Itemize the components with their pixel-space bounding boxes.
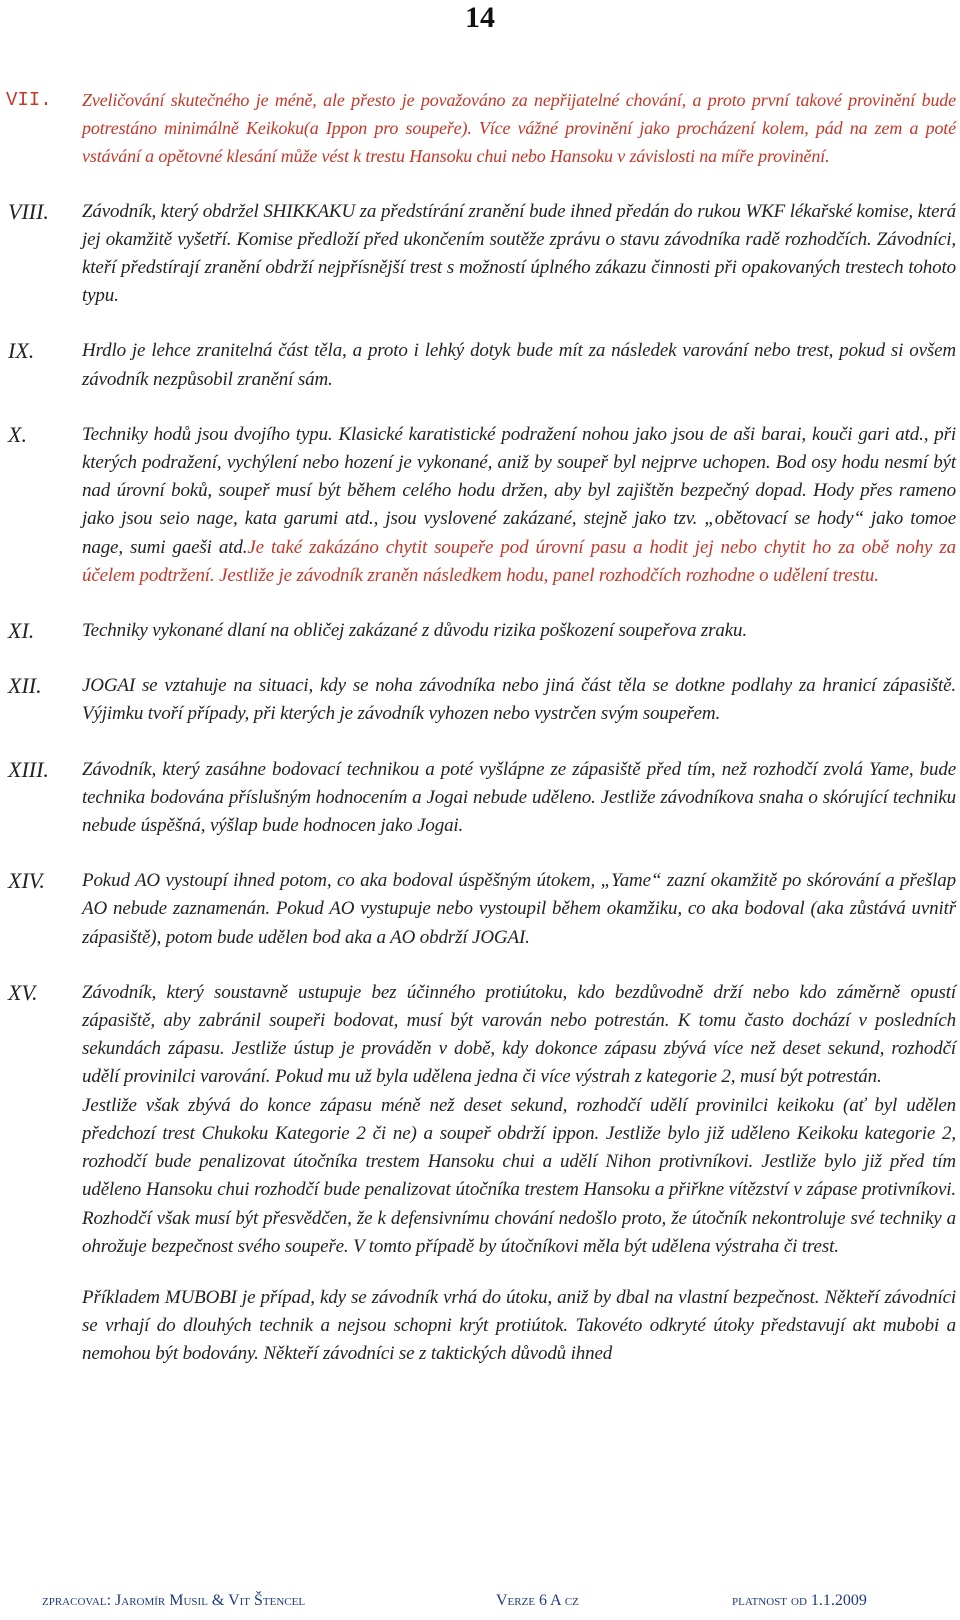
section-paragraph [82, 337, 956, 393]
footer-authors: zpracoval: Jaromír Musil & Vit Štencel [42, 1592, 306, 1609]
section-numeral: VII. [6, 89, 52, 111]
rule-section [0, 672, 960, 728]
section-numeral: XIV. [8, 868, 45, 894]
footer-version: Verze 6 A cz [496, 1592, 579, 1609]
rule-section [0, 617, 960, 645]
section-paragraph [82, 756, 956, 841]
paragraph-text: JOGAI se vztahuje na situaci, kdy se noha závodníka nebo jiná část těla se dotkne podlahy za hranicí zápasiště. Výjimku tvoří případy, při kterých je závodník vyhozen nebo vystrčen svým soupeřem. [82, 675, 956, 725]
section-paragraph [82, 979, 956, 1092]
section-paragraph [82, 617, 956, 645]
highlighted-text: Zveličování skutečného je méně, ale přesto je považováno za nepřijatelné chování, a proto první takové provinění bude potrestáno minimálně Keikoku(a Ippon pro soupeře). Více vážné provinění jako procházení kolem, pád na zem a poté vstávání a opětovné klesání může vést k trestu Hansoku chui nebo Hansoku v závislosti na míře provinění. [82, 90, 956, 167]
paragraph-text: Závodník, který soustavně ustupuje bez účinného protiútoku, kdo bezdůvodně drží nebo kdo záměrně opustí zápasiště, aby zabránil soupeři bodovat, musí být varován nebo potrestán. K tomu často dochází v posledních sekundách zápasu. Jestliže ústup je prováděn v době, kdy dokonce zápasu zbývá více než deset sekund, rozhodčí udělí provinilci varování. Pokud mu už byla udělena jedna či více výstrah z kategorie 2, musí být potrestán. [82, 981, 956, 1088]
section-numeral: XI. [8, 618, 35, 644]
rule-section [0, 756, 960, 841]
section-paragraph [82, 1284, 956, 1369]
paragraph-text: Příkladem MUBOBI je případ, kdy se závodník vrhá do útoku, aniž by dbal na vlastní bezpečnost. Někteří závodníci se vrhají do dlouhých technik a nejsou schopni krýt protiútok. Takovéto odkryté útoky představují akt mubobi a nemohou být bodovány. Někteří závodníci se z taktických důvodů ihned [82, 1286, 956, 1365]
section-numeral: XII. [8, 673, 42, 699]
rule-section [0, 421, 960, 590]
rule-section [0, 867, 960, 952]
paragraph-text: Techniky hodů jsou dvojího typu. Klasické karatistické podražení nohou jako jsou de aši barai, kouči gari atd., při kterých podražení, vychýlení nebo hození je vykonané, aniž by soupeř byl nejprve uchopen. Bod osy hodu nesmí být nad úrovní boků, soupeř musí být během celého hodu držen, aby byl zajištěn bezpečný dopad. Hody přes rameno jako jsou seio nage, kata garumi atd., jsou vyslovené zakázané, stejně jako tzv. „obětovací se hody“ jako tomoe nage, sumi gaeši atd. [82, 423, 956, 558]
paragraph-text: Techniky vykonané dlaní na obličej zakázané z důvodu rizika poškození soupeřova zraku. [82, 620, 747, 642]
section-paragraph [82, 421, 956, 590]
footer-validity: platnost od 1.1.2009 [732, 1592, 867, 1609]
paragraph-text: Hrdlo je lehce zranitelná část těla, a proto i lehký dotyk bude mít za následek varování nebo trest, pokud si ovšem závodník nezpůsobil zranění sám. [82, 340, 956, 390]
paragraph-text: Pokud AO vystoupí ihned potom, co aka bodoval úspěšným útokem, „Yame“ zazní okamžitě po skórování a přešlap AO nebude zaznamenán. Pokud AO vystupuje nebo vystoupil během okamžiku, co aka bodoval (aka zůstává uvnitř zápasiště), potom bude udělen bod aka a AO obdrží JOGAI. [82, 870, 956, 948]
highlighted-text: Je také zakázáno chytit soupeře pod úrovní pasu a hodit jej nebo chytit ho za obě nohy za účelem podtržení. Jestliže je závodník zraněn následkem hodu, panel rozhodčích rozhodne o udělení trestu. [82, 536, 957, 586]
section-numeral: VIII. [8, 198, 49, 224]
rule-section [0, 198, 960, 311]
section-paragraph [82, 1092, 956, 1261]
section-numeral: IX. [8, 338, 35, 364]
paragraph-text: Závodník, který obdržel SHIKKAKU za předstírání zranění bude ihned předán do rukou WKF lékařské komise, která jej okamžitě vyšetří. Komise předloží před ukončením soutěže zprávu o stavu závodníka radě rozhodčích. Závodníci, kteří předstírají zranění obdrží nejpřísnější trest s možností úplného zákazu činnosti při opakovaných trestech tohoto typu. [82, 200, 956, 307]
section-numeral: X. [8, 421, 27, 447]
rule-section [0, 86, 960, 171]
page-number: 14 [465, 1, 495, 34]
paragraph-text: Jestliže však zbývá do konce zápasu méně než deset sekund, rozhodčí udělí provinilci keikoku (ať byl udělen předchozí trest Chukoku Kategorie 2 či ne) a soupeř obdrží ippon. Jestliže bylo již uděleno Keikoku kategorie 2, rozhodčí bude penalizovat útočníka trestem Hansoku chui a udělí Nihon protivníkovi. Jestliže bylo již před tím uděleno Hansoku chui rozhodčí bude penalizovat útočníka trestem Hansoku a přiřkne vítězství v zápase protivníkovi. Rozhodčí však musí být přesvědčen, že k defensivnímu chování nedošlo proto, že útočník nekontroluje své techniky a ohrožuje bezpečnost svého soupeře. V tomto případě by útočníkovi měla být udělena výstraha či trest. [82, 1094, 956, 1257]
section-paragraph [82, 198, 956, 311]
rule-section [0, 979, 960, 1369]
section-paragraph [82, 867, 956, 952]
section-numeral: XV. [8, 979, 38, 1005]
section-paragraph [82, 86, 956, 171]
section-numeral: XIII. [8, 756, 49, 782]
document-body [0, 86, 960, 1396]
rule-section [0, 337, 960, 393]
paragraph-text: Závodník, který zasáhne bodovací technikou a poté vyšlápne ze zápasiště před tím, než rozhodčí zvolá Yame, bude technika bodována příslušným hodnocením a Jogai nebude uděleno. Jestliže závodníkova snaha o skórující techniku nebude úspěšná, výšlap bude hodnocen jako Jogai. [82, 758, 956, 837]
section-paragraph [82, 672, 956, 728]
